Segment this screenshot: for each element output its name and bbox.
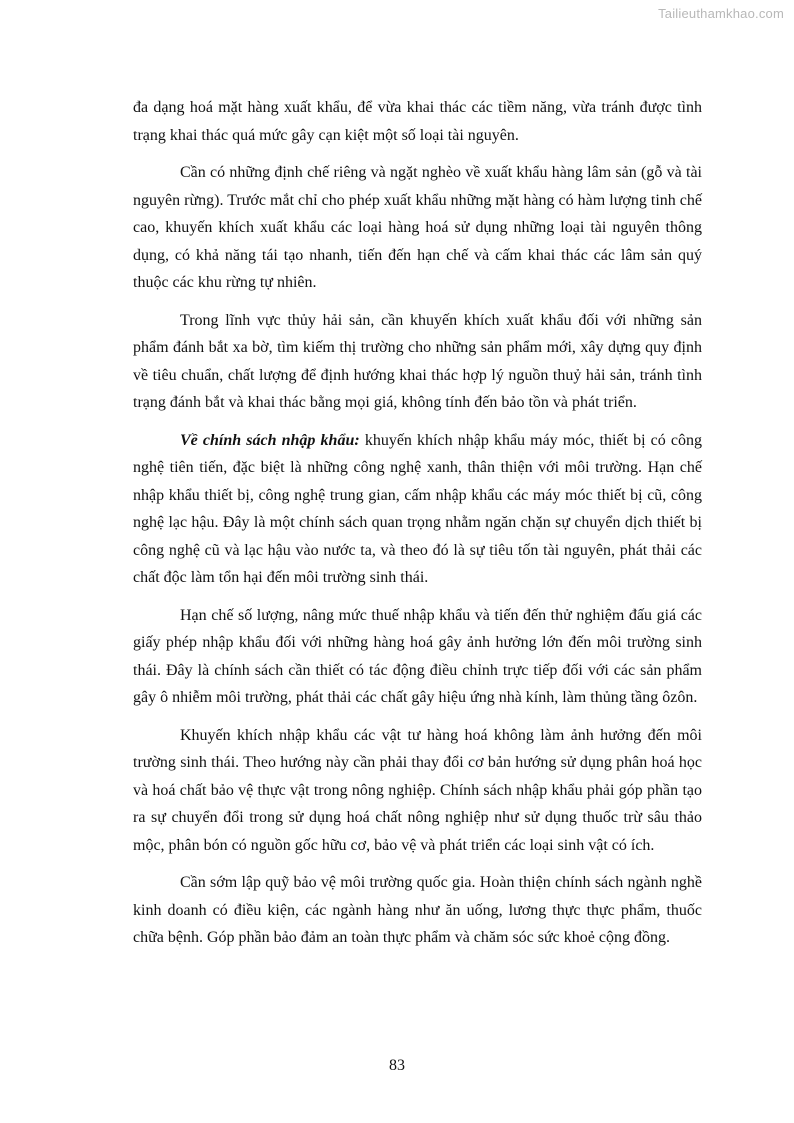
paragraph-4 [133, 427, 702, 592]
paragraph-5 [133, 602, 702, 712]
paragraph-3-text: Trong lĩnh vực thủy hải sản, cần khuyến khích xuất khẩu đối với những sản phẩm đánh bắt xa bờ, tìm kiếm thị trường cho những sản phẩm mới, xây dựng quy định về tiêu chuẩn, chất lượng để định hướng khai thác hợp lý nguồn thuỷ hải sản, tránh tình trạng đánh bắt và khai thác bằng mọi giá, không tính đến bảo tồn và phát triển. [133, 311, 702, 411]
watermark-text: Tailieuthamkhao.com [658, 6, 784, 21]
page-number: 83 [389, 1057, 405, 1074]
paragraph-7 [133, 869, 702, 952]
paragraph-7-text: Cần sớm lập quỹ bảo vệ môi trường quốc gia. Hoàn thiện chính sách ngành nghề kinh doanh có điều kiện, các ngành hàng như ăn uống, lương thực thực phẩm, thuốc chữa bệnh. Góp phần bảo đảm an toàn thực phẩm và chăm sóc sức khoẻ cộng đồng. [133, 874, 702, 946]
paragraph-5-text: Hạn chế số lượng, nâng mức thuế nhập khẩu và tiến đến thử nghiệm đấu giá các giấy phép nhập khẩu đối với những hàng hoá gây ảnh hưởng lớn đến môi trường sinh thái. Đây là chính sách cần thiết có tác động điều chỉnh trực tiếp đối với các sản phẩm gây ô nhiễm môi trường, phát thải các chất gây hiệu ứng nhà kính, làm thủng tầng ôzôn. [133, 606, 702, 706]
paragraph-6-text: Khuyến khích nhập khẩu các vật tư hàng hoá không làm ảnh hưởng đến môi trường sinh thái. Theo hướng này cần phải thay đổi cơ bản hướng sử dụng phân hoá học và hoá chất bảo vệ thực vật trong nông nghiệp. Chính sách nhập khẩu phải góp phần tạo ra sự chuyển đổi trong sử dụng hoá chất nông nghiệp như sử dụng thuốc trừ sâu thảo mộc, phân bón có nguồn gốc hữu cơ, bảo vệ và phát triển các loại sinh vật có ích. [133, 726, 702, 854]
paragraph-2 [133, 159, 702, 297]
paragraph-6 [133, 722, 702, 860]
paragraph-4-text: khuyến khích nhập khẩu máy móc, thiết bị có công nghệ tiên tiến, đặc biệt là những công nghệ xanh, thân thiện với môi trường. Hạn chế nhập khẩu thiết bị, công nghệ trung gian, cấm nhập khẩu các máy móc thiết bị cũ, công nghệ lạc hậu. Đây là một chính sách quan trọng nhằm ngăn chặn sự chuyển dịch thiết bị công nghệ cũ và lạc hậu vào nước ta, và theo đó là sự tiêu tốn tài nguyên, phát thải các chất độc làm tổn hại đến môi trường sinh thái. [133, 431, 703, 586]
document-body [133, 94, 702, 962]
paragraph-2-text: Cần có những định chế riêng và ngặt nghèo về xuất khẩu hàng lâm sản (gỗ và tài nguyên rừng). Trước mắt chỉ cho phép xuất khẩu những mặt hàng có hàm lượng tinh chế cao, khuyến khích xuất khẩu các loại hàng hoá sử dụng những loại tài nguyên thông dụng, có khả năng tái tạo nhanh, tiến đến hạn chế và cấm khai thác các lâm sản quý thuộc các khu rừng tự nhiên. [133, 164, 702, 291]
import-policy-heading: Về chính sách nhập khẩu: [180, 431, 360, 449]
paragraph-1 [133, 94, 702, 149]
paragraph-1-text: đa dạng hoá mặt hàng xuất khẩu, để vừa khai thác các tiềm năng, vừa tránh được tình trạng khai thác quá mức gây cạn kiệt một số loại tài nguyên. [133, 99, 702, 144]
paragraph-3 [133, 307, 702, 417]
